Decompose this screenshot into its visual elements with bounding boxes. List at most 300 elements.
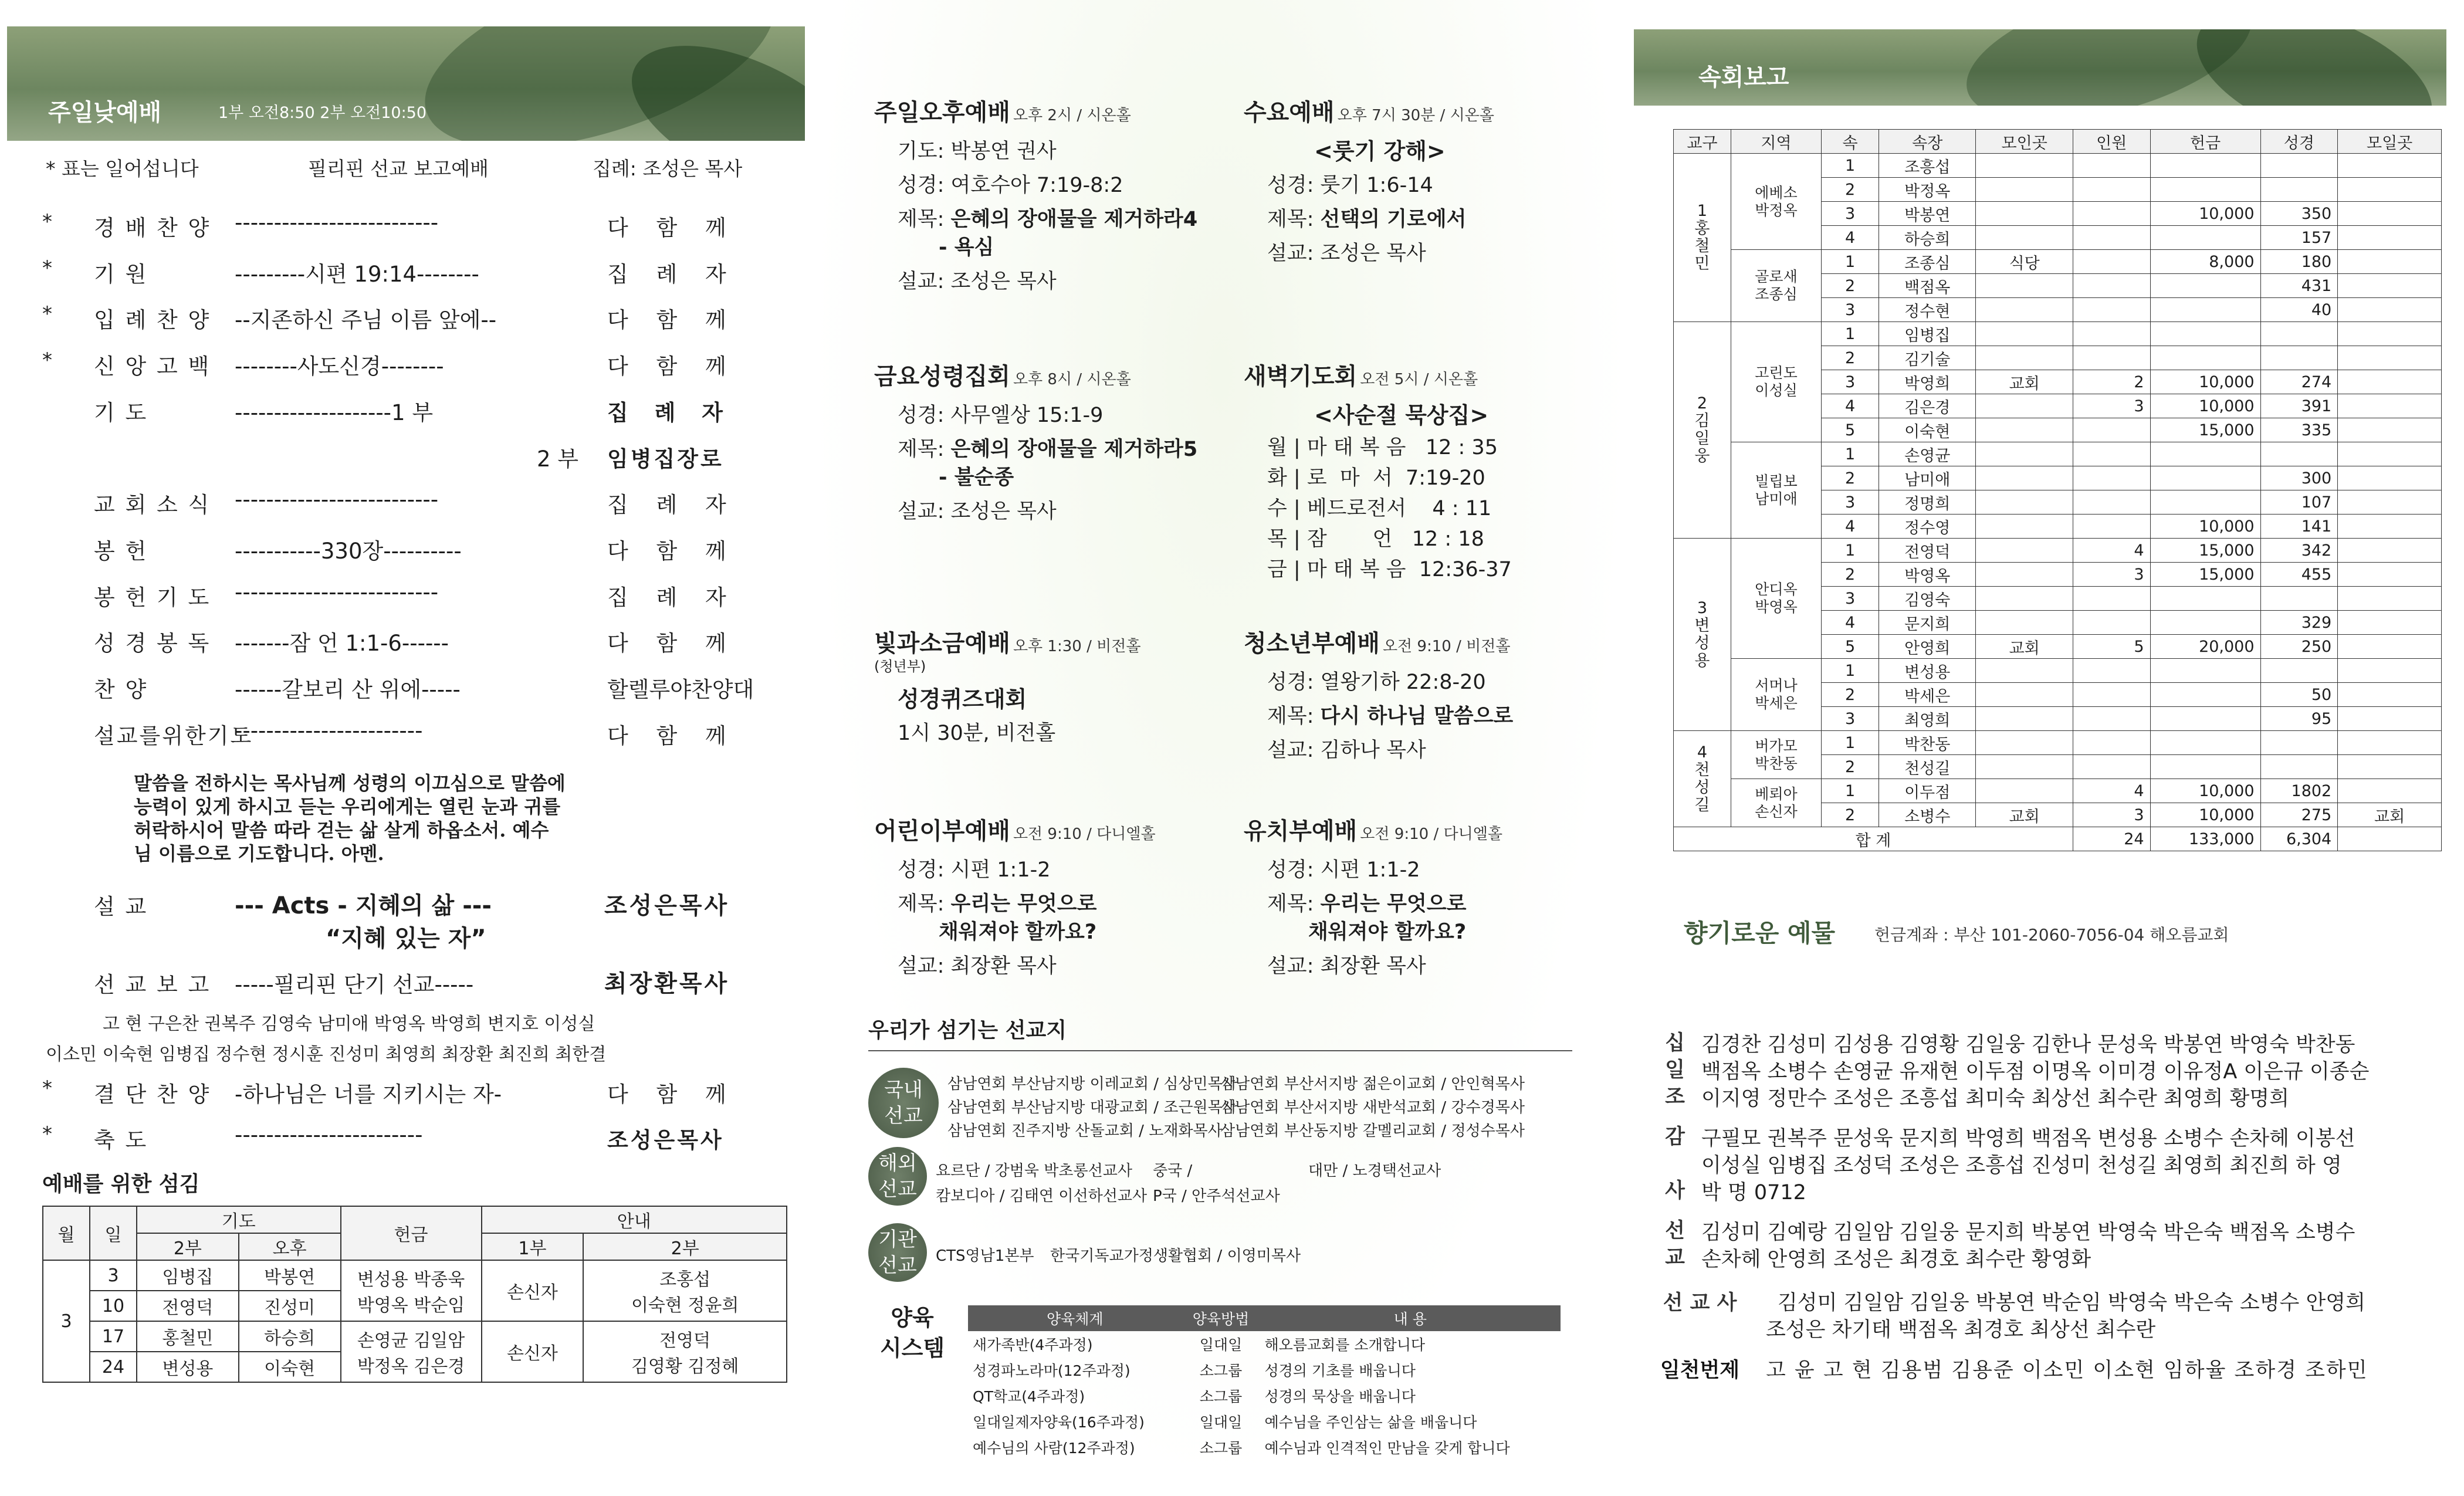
service-line: 성경: 사무엘상 15:1-9: [898, 404, 1104, 427]
service-time: 오후 1:30 / 비전홀: [1013, 638, 1141, 655]
report-cell: [2338, 250, 2442, 274]
report-cell: 3: [1822, 370, 1879, 394]
report-cell: [2150, 707, 2260, 731]
report-cell: [1976, 274, 2073, 298]
order-detail: ------갈보리 산 위에-----: [235, 677, 461, 702]
report-cell: [2260, 322, 2338, 346]
report-cell: [2150, 274, 2260, 298]
report-cell: 변성용: [1879, 659, 1976, 683]
guide-1bu-cell: 손신자: [482, 1260, 584, 1321]
prayer-text: [134, 771, 566, 865]
report-cell: 천성길: [1879, 755, 1976, 779]
report-cell: [1976, 202, 2073, 226]
header-prayer-2bu: 2부: [137, 1233, 239, 1260]
order-item: 교 회 소 식: [94, 492, 211, 517]
topic-label: 제목:: [1267, 892, 1321, 916]
order-detail: ---------시편 19:14--------: [235, 262, 479, 287]
service-block: [874, 358, 1226, 529]
report-cell: 15,000: [2150, 418, 2260, 442]
report-cell: 하승희: [1879, 226, 1976, 250]
org-entry: CTS영남1본부: [936, 1247, 1034, 1265]
stand-marker: *: [42, 1077, 52, 1100]
service-preacher: 설교: 조성은 목사: [1267, 242, 1426, 265]
mission-team-line1: 고 현 구은찬 권복주 김영숙 남미애 박영옥 박영희 변지호 이성실: [103, 1014, 595, 1034]
topic-label: 제목:: [1267, 705, 1321, 728]
total-members: 24: [2073, 827, 2150, 851]
report-cell: 문지희: [1879, 611, 1976, 635]
nurture-cell: 소그룹: [1199, 1388, 1243, 1405]
report-cell: [1976, 466, 2073, 490]
prayer-pm-cell: 진성미: [239, 1291, 341, 1321]
report-cell: [2073, 490, 2150, 515]
report-cell: [1976, 154, 2073, 178]
report-cell: 전영덕: [1879, 539, 1976, 563]
region-cell: 빌립보 남미애: [1731, 442, 1821, 539]
report-cell: 1: [1822, 659, 1879, 683]
dawn-schedule-line: 목 | 잠 언 12 : 18: [1267, 527, 1484, 551]
report-cell: 4: [2073, 779, 2150, 803]
offering-category: 일천번제: [1660, 1359, 1740, 1382]
service-preacher: 설교: 조성은 목사: [898, 270, 1057, 293]
report-cell: 교회: [1976, 370, 2073, 394]
service-event: 성경퀴즈대회: [898, 686, 1027, 712]
report-header: 속: [1822, 130, 1879, 154]
report-cell: [2150, 178, 2260, 202]
order-detail: -----------330장----------: [235, 539, 462, 564]
report-cell: 1: [1822, 731, 1879, 755]
topic-label: 제목:: [898, 208, 951, 231]
nurture-cell: 해오름교회를 소개합니다: [1264, 1336, 1426, 1353]
total-bible: 6,304: [2260, 827, 2338, 851]
mission-report-mid: -----필리핀 단기 선교-----: [235, 972, 474, 997]
nurture-title: 양육 시스템: [879, 1305, 945, 1361]
offering-names: 박 명 0712: [1701, 1181, 1806, 1204]
header-guide-2bu: 2부: [583, 1233, 787, 1260]
order-detail: --------------------1 부: [235, 400, 434, 425]
report-cell: 조종심: [1879, 250, 1976, 274]
header-prayer: 기도: [137, 1206, 341, 1233]
report-cell: 김기술: [1879, 346, 1976, 370]
mission-report-label: 선 교 보 고: [94, 972, 211, 997]
day-cell: 24: [90, 1352, 137, 1382]
report-cell: 350: [2260, 202, 2338, 226]
order-detail: --지존하신 주님 이름 앞에--: [235, 307, 497, 333]
report-cell: [2073, 178, 2150, 202]
stand-marker: *: [42, 1122, 52, 1146]
report-title: 속회보고: [1698, 64, 1789, 91]
report-cell: 4: [1822, 394, 1879, 418]
report-cell: [2150, 442, 2260, 466]
report-cell: [2260, 154, 2338, 178]
report-cell: [2073, 659, 2150, 683]
report-cell: 남미애: [1879, 466, 1976, 490]
dawn-schedule-line: 화 | 로 마 서 7:19-20: [1267, 466, 1485, 490]
report-cell: [1976, 515, 2073, 539]
report-cell: [2260, 442, 2338, 466]
region-cell: 에베소 박정옥: [1731, 154, 1821, 250]
officiant: 집례: 조성은 목사: [593, 157, 743, 180]
mission-entry: 삼남연회 부산남지방 대광교회 / 조근원목사: [947, 1099, 1237, 1116]
report-cell: [2338, 635, 2442, 659]
offering-names: 김성미 김예랑 김일암 김일웅 문지희 박봉연 박영숙 박은숙 백점옥 소병수: [1701, 1221, 2355, 1244]
order-leader: 다 함 께: [607, 723, 737, 749]
dawn-schedule-line: 수 | 베드로전서 4 : 11: [1267, 497, 1492, 520]
missions-title: 우리가 섬기는 선교지: [868, 1018, 1067, 1043]
servers-title: 예배를 위한 섬김: [42, 1172, 200, 1196]
order-leader: 다 함 께: [607, 539, 737, 564]
report-cell: [2150, 755, 2260, 779]
report-cell: [2338, 827, 2442, 851]
service-time: 오전 5시 / 시온홀: [1360, 371, 1478, 388]
order-item: 기 원: [94, 262, 148, 287]
report-cell: [1976, 322, 2073, 346]
report-cell: [2073, 250, 2150, 274]
report-cell: 2: [1822, 755, 1879, 779]
report-header: 지역: [1731, 130, 1821, 154]
report-cell: 교회: [2338, 803, 2442, 827]
guide-2bu-cell: [583, 1260, 787, 1321]
report-cell: [2338, 226, 2442, 250]
header-month: 월: [43, 1206, 90, 1260]
order-item: 기 도: [94, 400, 148, 425]
prayer-pm-cell: 박봉연: [239, 1260, 341, 1291]
report-cell: 1: [1822, 322, 1879, 346]
report-cell: [2338, 731, 2442, 755]
report-cell: 275: [2260, 803, 2338, 827]
report-cell: 50: [2260, 683, 2338, 707]
report-cell: 455: [2260, 563, 2338, 587]
special-service: 필리핀 선교 보고예배: [308, 157, 489, 180]
prayer-2bu-cell: 홍철민: [137, 1321, 239, 1352]
report-cell: [1976, 779, 2073, 803]
report-cell: [1976, 683, 2073, 707]
service-topic: 선택의 기로에서: [1320, 208, 1467, 231]
report-cell: [1976, 563, 2073, 587]
report-cell: 4: [1822, 515, 1879, 539]
report-cell: 3: [1822, 298, 1879, 322]
report-cell: [2150, 490, 2260, 515]
service-preacher: 설교: 김하나 목사: [1267, 739, 1426, 762]
service-title: 수요예배: [1244, 99, 1335, 126]
report-cell: 1802: [2260, 779, 2338, 803]
report-cell: [2338, 539, 2442, 563]
report-cell: 157: [2260, 226, 2338, 250]
report-cell: 2: [1822, 274, 1879, 298]
report-cell: [2260, 731, 2338, 755]
report-cell: [2150, 466, 2260, 490]
report-cell: 김은경: [1879, 394, 1976, 418]
report-cell: [2073, 587, 2150, 611]
report-cell: [2260, 755, 2338, 779]
report-cell: [2338, 490, 2442, 515]
service-line: 성경: 시편 1:1-2: [1267, 858, 1420, 882]
nurture-cell: 예수님을 주인삼는 삶을 배웁니다: [1264, 1414, 1477, 1431]
order-leader: 집 례 자: [607, 400, 732, 425]
offering-account: 헌금계좌 : 부산 101-2060-7056-04 해오름교회: [1874, 925, 2229, 945]
order-detail: --------------------------: [235, 210, 439, 235]
report-cell: [1976, 418, 2073, 442]
nurture-header: 내 용: [1260, 1305, 1561, 1331]
report-cell: 10,000: [2150, 370, 2260, 394]
service-line: 1시 30분, 비전홀: [898, 722, 1056, 745]
order-item: 신 앙 고 백: [94, 354, 211, 379]
service-time: 오전 9:10 / 비전홀: [1382, 638, 1511, 655]
offering-category: 감 사: [1665, 1125, 1685, 1203]
offering-names: 고 윤 고 현 김용범 김용준 이소민 이소현 임하율 조하경 조하민: [1766, 1359, 2368, 1382]
report-cell: 15,000: [2150, 539, 2260, 563]
report-cell: [2260, 587, 2338, 611]
sermon-subtitle: “지혜 있는 자”: [326, 925, 486, 952]
service-line: 성경: 룻기 1:6-14: [1267, 174, 1433, 197]
total-offering: 133,000: [2150, 827, 2260, 851]
badge-text: 해외 선교: [878, 1152, 917, 1201]
nurture-cell: 예수님의 사람(12주과정): [973, 1440, 1135, 1457]
domestic-list-a: [947, 1072, 1237, 1143]
report-cell: [2073, 683, 2150, 707]
sermon-preacher: 조성은목사: [604, 892, 730, 919]
report-cell: [2150, 611, 2260, 635]
report-cell: 정명희: [1879, 490, 1976, 515]
service-preacher: 설교: 조성은 목사: [898, 500, 1057, 523]
service-block: [874, 94, 1226, 299]
report-cell: 4: [1822, 226, 1879, 250]
offering-names: 구필모 권복주 문성욱 문지희 박영희 백점옥 변성용 소병수 손차헤 이봉선: [1701, 1127, 2355, 1150]
order-leader: 다 함 께: [607, 215, 737, 241]
service-topic: 은혜의 장애물을 제거하라4: [950, 208, 1198, 231]
report-cell: [2073, 707, 2150, 731]
report-cell: [2338, 322, 2442, 346]
report-cell: [1976, 490, 2073, 515]
servers-table: [42, 1206, 787, 1383]
report-cell: [1976, 731, 2073, 755]
report-cell: 박영희: [1879, 370, 1976, 394]
mission-entry: 삼남연회 부산동지방 갈멜리교회 / 정성수목사: [1220, 1122, 1525, 1140]
service-block: [1244, 358, 1596, 585]
report-cell: 5: [2073, 635, 2150, 659]
offering-category: 선 교 사: [1663, 1291, 1737, 1315]
stand-marker: *: [42, 302, 52, 326]
order-detail: ------------------------: [235, 718, 423, 743]
report-cell: 40: [2260, 298, 2338, 322]
mission-entry: 삼남연회 부산남지방 이레교회 / 심상민목사: [947, 1075, 1237, 1093]
header-guide: 안내: [482, 1206, 787, 1233]
offering-names: 김경찬 김성미 김성용 김영황 김일웅 김한나 문성욱 박봉연 박영숙 박찬동: [1701, 1033, 2355, 1057]
report-cell: [2073, 466, 2150, 490]
mission-entry: 삼남연회 부산서지방 젊은이교회 / 안인혁목사: [1220, 1075, 1525, 1093]
report-cell: [2073, 611, 2150, 635]
report-cell: [2338, 683, 2442, 707]
order-item: 성 경 봉 독: [94, 631, 211, 656]
order-detail: --------------------------: [235, 580, 439, 605]
report-cell: 2: [1822, 683, 1879, 707]
overseas-entry: 캄보디아 / 김태연 이선하선교사: [936, 1187, 1148, 1205]
prayer-2bu-cell: 전영덕: [137, 1291, 239, 1321]
header-guide-1bu: 1부: [482, 1233, 584, 1260]
service-time: 오전 9:10 / 다니엘홀: [1360, 825, 1502, 843]
month-cell: 3: [43, 1260, 90, 1382]
dawn-schedule-line: 월 | 마 태 복 음 12 : 35: [1267, 436, 1498, 459]
report-cell: [1976, 587, 2073, 611]
report-cell: 1: [1822, 779, 1879, 803]
report-cell: [2338, 370, 2442, 394]
report-cell: 2: [1822, 803, 1879, 827]
order-leader: 집 례 자: [607, 585, 737, 610]
report-cell: [2260, 659, 2338, 683]
report-cell: 박영옥: [1879, 563, 1976, 587]
service-block: [1244, 813, 1596, 983]
badge-text: 국내 선교: [884, 1078, 923, 1128]
offering-title: 향기로운 예물: [1684, 919, 1836, 947]
report-cell: [1976, 226, 2073, 250]
nurture-cell: 성경의 기초를 배웁니다: [1264, 1362, 1416, 1379]
dawn-schedule-line: 금 | 마 태 복 음 12:36-37: [1267, 558, 1512, 581]
report-cell: [2073, 274, 2150, 298]
service-series: <사순절 묵상집>: [1314, 402, 1489, 428]
report-cell: [1976, 755, 2073, 779]
order-leader: 다 함 께: [607, 1082, 737, 1107]
mission-entry: 삼남연회 진주지방 산돌교회 / 노재화목사: [947, 1122, 1223, 1140]
report-cell: [2150, 587, 2260, 611]
report-cell: [2150, 154, 2260, 178]
report-cell: [2073, 515, 2150, 539]
mission-team-line2: 이소민 이숙현 임병집 정수현 정시훈 진성미 최영희 최장환 최진희 최한결: [46, 1044, 607, 1065]
service-title: 어린이부예배: [874, 818, 1010, 845]
report-cell: 1: [1822, 154, 1879, 178]
guide-names: 조홍섭: [659, 1270, 711, 1290]
report-cell: [2338, 611, 2442, 635]
nurture-cell: 일대일제자양육(16주과정): [973, 1414, 1145, 1431]
order-detail: --------사도신경--------: [235, 354, 444, 379]
sunday-times: 1부 오전8:50 2부 오전10:50: [218, 104, 427, 122]
report-cell: [2338, 779, 2442, 803]
prayer-line: 님 이름으로 기도합니다. 아멘.: [134, 842, 384, 865]
report-cell: 15,000: [2150, 563, 2260, 587]
district-cell: 4 천 성 길: [1674, 731, 1731, 827]
report-cell: [2150, 659, 2260, 683]
overseas-entry: P국 / 안주석선교사: [1153, 1187, 1280, 1205]
report-cell: 329: [2260, 611, 2338, 635]
cell-group-report-table: [1673, 129, 2442, 851]
offering-cell: [341, 1260, 482, 1321]
report-cell: [2338, 298, 2442, 322]
report-panel: [1631, 0, 2464, 1496]
report-cell: [2150, 731, 2260, 755]
report-cell: 소병수: [1879, 803, 1976, 827]
report-cell: 이숙현: [1879, 418, 1976, 442]
report-cell: 4: [2073, 539, 2150, 563]
report-cell: 2: [1822, 563, 1879, 587]
report-cell: [1976, 178, 2073, 202]
service-topic: 우리는 무엇으로: [950, 892, 1097, 916]
report-cell: 391: [2260, 394, 2338, 418]
mission-report-speaker: 최장환목사: [604, 970, 730, 997]
report-cell: [2338, 202, 2442, 226]
prayer-line: 허락하시어 말씀 따라 걷는 삶 살게 하옵소서. 예수: [134, 819, 549, 841]
report-cell: [2073, 346, 2150, 370]
report-cell: [1976, 346, 2073, 370]
service-title: 금요성령집회: [874, 363, 1010, 390]
service-block: [1244, 94, 1596, 270]
report-cell: 박봉연: [1879, 202, 1976, 226]
report-cell: 3: [1822, 707, 1879, 731]
report-cell: [2338, 659, 2442, 683]
sunday-title: 주일낮예배: [48, 99, 162, 126]
order-item: 경 배 찬 양: [94, 215, 211, 241]
header-offering: 헌금: [341, 1206, 482, 1260]
order-detail: 2 부: [537, 446, 579, 472]
offering-category: 십 일 조: [1665, 1031, 1685, 1109]
report-cell: [2073, 731, 2150, 755]
nurture-header: 양육방법: [1182, 1305, 1260, 1331]
prayer-line: 능력이 있게 하시고 듣는 우리에게는 열린 눈과 귀를: [134, 796, 561, 818]
service-line: 기도: 박봉연 권사: [898, 140, 1057, 163]
order-leader: 다 함 께: [607, 631, 737, 656]
order-leader: 할렐루야찬양대: [607, 677, 754, 702]
order-item: 축 도: [94, 1128, 148, 1153]
report-header: 헌금: [2150, 130, 2260, 154]
service-time: 오후 7시 30분 / 시온홀: [1337, 107, 1494, 124]
service-line: 성경: 시편 1:1-2: [898, 858, 1051, 882]
sermon-label: 설 교: [94, 894, 148, 919]
total-label: 합 계: [1674, 827, 2073, 851]
report-cell: 3: [1822, 587, 1879, 611]
overseas-entry: 중국 /: [1153, 1162, 1193, 1180]
report-cell: 2: [1822, 466, 1879, 490]
report-cell: 180: [2260, 250, 2338, 274]
report-cell: [2338, 755, 2442, 779]
header-prayer-pm: 오후: [239, 1233, 341, 1260]
report-cell: 백점옥: [1879, 274, 1976, 298]
report-cell: [2338, 346, 2442, 370]
offering-names: 김성미 김일암 김일웅 박봉연 박순임 박영숙 박은숙 소병수 안영희: [1778, 1291, 2365, 1315]
report-cell: [2338, 563, 2442, 587]
report-cell: 식당: [1976, 250, 2073, 274]
guide-names: 전영덕: [659, 1331, 711, 1351]
service-block: [874, 625, 1226, 750]
report-cell: [2150, 683, 2260, 707]
report-cell: 조흥섭: [1879, 154, 1976, 178]
report-cell: 10,000: [2150, 515, 2260, 539]
report-cell: 3: [1822, 202, 1879, 226]
stand-marker: *: [42, 348, 52, 372]
org-entry: 한국기독교가정생활협회 / 이영미목사: [1050, 1247, 1301, 1265]
report-cell: [2260, 178, 2338, 202]
region-cell: 버가모 박찬동: [1731, 731, 1821, 779]
report-header: 모인곳: [1976, 130, 2073, 154]
nurture-cell: 성경파노라마(12주과정): [973, 1362, 1131, 1379]
guide-names: 이숙현 정윤희: [631, 1295, 739, 1316]
nurture-cell: QT학교(4주과정): [973, 1388, 1085, 1405]
day-cell: 17: [90, 1321, 137, 1352]
nurture-cell: 성경의 묵상을 배웁니다: [1264, 1388, 1416, 1405]
report-cell: 8,000: [2150, 250, 2260, 274]
overseas-entry: 요르단 / 강범욱 박초롱선교사: [936, 1162, 1132, 1180]
report-cell: 141: [2260, 515, 2338, 539]
service-title: 주일오후예배: [874, 99, 1010, 126]
report-cell: 김영숙: [1879, 587, 1976, 611]
report-cell: 107: [2260, 490, 2338, 515]
report-cell: [2338, 466, 2442, 490]
region-cell: 베뢰아 손신자: [1731, 779, 1821, 827]
guide-2bu-cell: [583, 1321, 787, 1382]
report-cell: [2073, 755, 2150, 779]
service-preacher: 설교: 최장환 목사: [898, 955, 1057, 978]
report-cell: 2: [1822, 346, 1879, 370]
order-leader: 집 례 자: [607, 492, 737, 517]
nurture-cell: 새가족반(4주과정): [973, 1336, 1093, 1353]
offering-category: 선 교: [1665, 1219, 1685, 1270]
report-cell: 10,000: [2150, 394, 2260, 418]
